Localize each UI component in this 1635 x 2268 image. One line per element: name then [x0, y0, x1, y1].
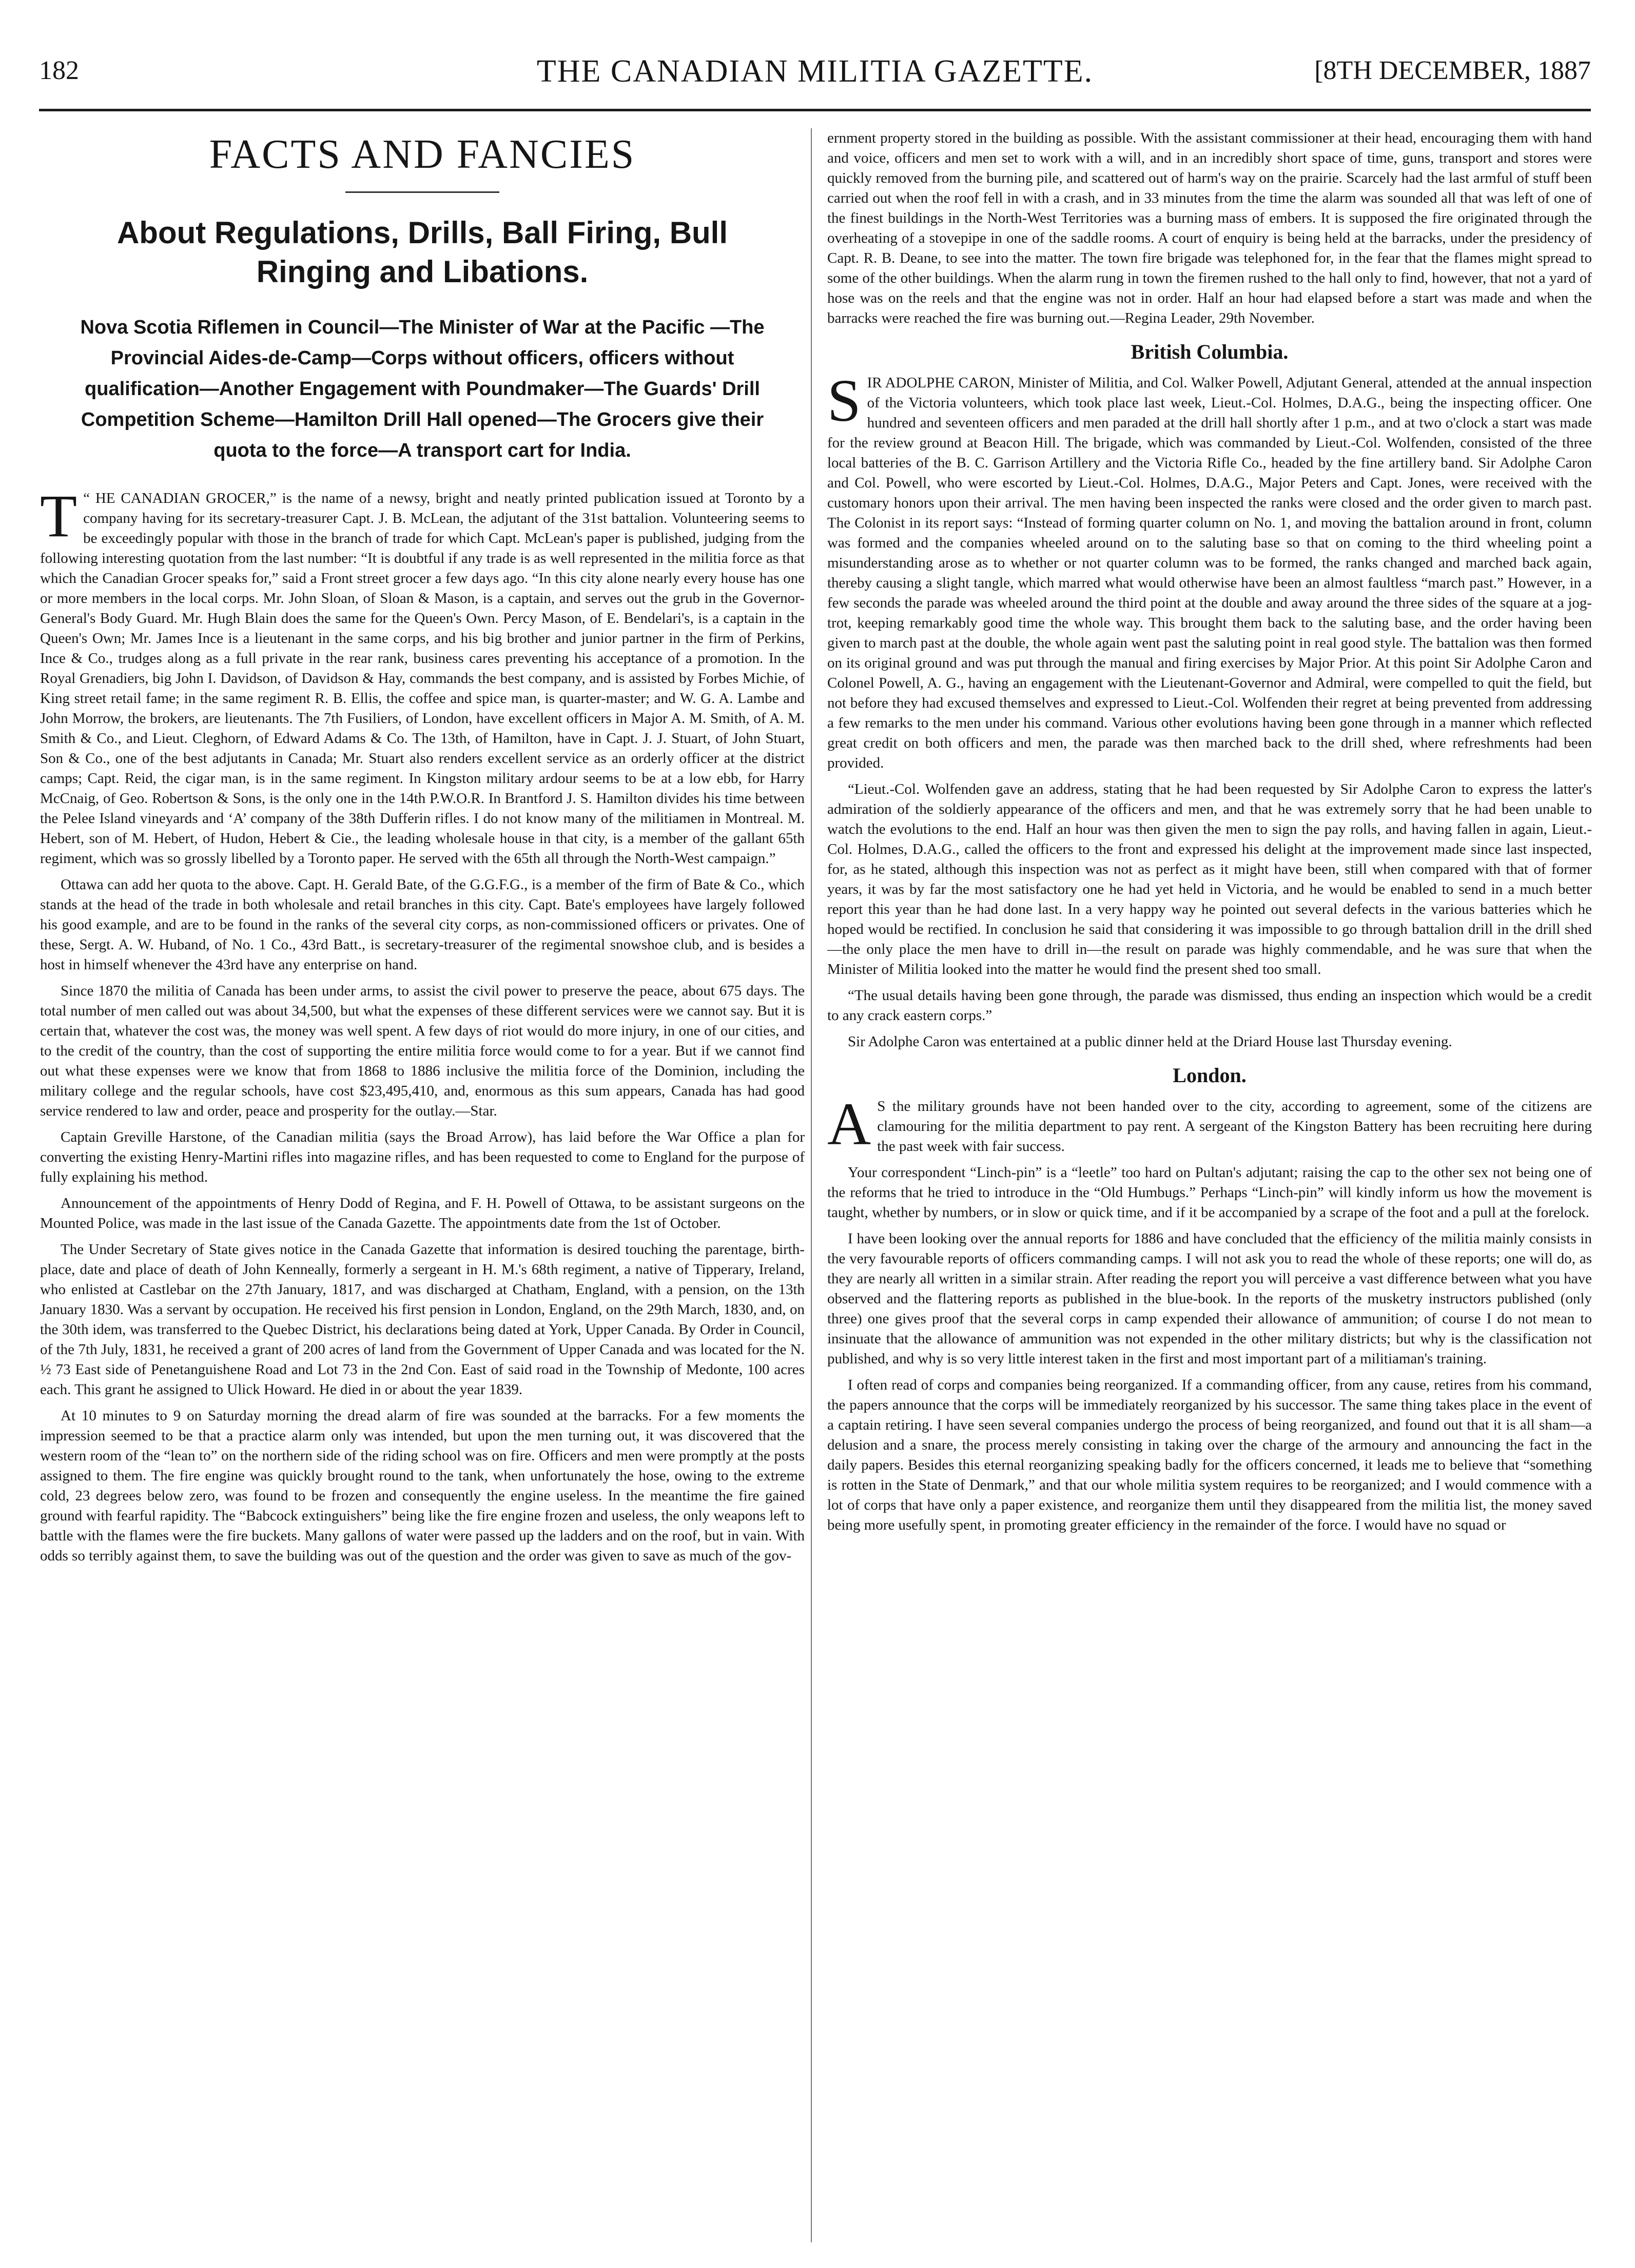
article-paragraph: Sir Adolphe Caron was entertained at a public dinner held at the Driard House last Thursday evening.	[848, 1033, 1452, 1050]
header-rule	[39, 109, 1591, 111]
drop-cap: T	[40, 482, 77, 550]
article-paragraph: At 10 minutes to 9 on Saturday morning the dread alarm of fire was sounded at the barracks. For a few moments the impression seemed to be that a practice alarm only was intended, but upon the men turning out, it was discovered that the western room of the “lean to” on the northern side of the riding school was on fire. Officers and men were promptly at the posts assigned to them. The fire engine was quickly brought round to the tank, when unfortunately the hose, owing to the extreme cold, 23 degrees below zero, was found to be frozen and consequently the engine useless. In the meantime the fire gained ground with fearful rapidity. The “Babcock extinguishers” being like the fire engine frozen and useless, the only weapons left to battle with the flames were the fire buckets. Many gallons of water were passed up the ladders and on the roof, but in vain. With odds so terribly against them, to save the building was out of the question and the order was given to save as much of the gov-	[40, 1407, 805, 1564]
journal-title: THE CANADIAN MILITIA GAZETTE.	[536, 54, 1094, 89]
paragraph-text: IR ADOLPHE CARON, Minister of Militia, and Col. Walker Powell, Adjutant General, attended at the annual inspection of the Victoria volunteers, which took place last week, Lieut.-Col. Holmes, D.A.G., being the inspecting officer. One hundred and seventeen officers and men paraded at the drill hall shortly after 1 p.m., and at two o'clock a start was made for the review ground at Beacon Hill. The brigade, which was commanded by Lieut.-Col. Wolfenden, consisted of the three local batteries of the B. C. Garrison Artillery and the Victoria Rifle Co., headed by the fine artillery band. Sir Adolphe Caron and Col. Powell, who were escorted by Lieut.-Col. Holmes, D.A.G., Major Peters and Capt. Jones, were received with the customary honors upon their arrival. The men having been inspected the ranks were closed and the order given to march past. The Colonist in its report says: “Instead of forming quarter column on No. 1, and moving the battalion around in front, column was formed and the companies wheeled around on to the saluting base so that on coming to the third wheeling point a misunderstanding arose as to whether or not quarter column was to be formed, the ranks changed and marched back again, thereby causing a slight tangle, which marred what would otherwise have been an almost faultless “march past.” However, in a few seconds the parade was wheeled around the third point at the double and away around the three sides of the square at a jog-trot, keeping remarkably good time the whole way. This brought them back to the saluting base, and the order having been given to march past at the double, the whole again went past the saluting point in real good style. The battalion was then formed on its original ground and was put through the manual and firing exercises by Major Prior. At this point Sir Adolphe Caron and Colonel Powell, A. G., having an engagement with the Lieutenant-Governor and Admiral, were compelled to quit the field, but not before they had excused themselves and expressed to Lieut.-Col. Wolfenden their regret at being prevented from addressing a few remarks to the men under his command. Various other evolutions having been gone through in a manner which reflected great credit on both officers and men, the parade was then marched back to the drill shed, where refreshments had been provided.	[827, 375, 1592, 771]
paragraph-text: “ HE CANADIAN GROCER,” is the name of a newsy, bright and neatly printed publication issued at Toronto by a company having for its secretary-treasurer Capt. J. B. McLean, the adjutant of the 31st battalion. Volunteering seems to be exceedingly popular with those in the branch of trade for which Capt. McLean's paper is published, judging from the following interesting quotation from the last number: “It is doubtful if any trade is as well represented in the militia force as that which the Canadian Grocer speaks for,” said a Front street grocer a few days ago. “In this city alone nearly every house has one or more members in the local corps. Mr. John Sloan, of Sloan & Mason, is a captain, and serves out the grub in the Governor-General's Body Guard. Mr. Hugh Blain does the same for the Queen's Own. Percy Mason, of E. Bendelari's, is a captain in the Queen's Own; Mr. James Ince is a lieutenant in the same corps, and his big brother and junior partner in the firm of Perkins, Ince & Co., trudges along as a full private in the rear rank, business cares preventing his acceptance of a promotion. In the Royal Grenadiers, big John I. Davidson, of Davidson & Hay, commands the best company, and is assisted by Forbes Michie, of King street retail fame; in the same regiment R. B. Ellis, the coffee and spice man, is quarter-master; and W. G. A. Lambe and John Morrow, the brokers, are lieutenants. The 7th Fusiliers, of London, have excellent officers in Major A. M. Smith, of A. M. Smith & Co., and Lieut. Cleghorn, of Edward Adams & Co. The 13th, of Hamilton, have in Capt. J. J. Stuart, of John Stuart, Son & Co., one of the best adjutants in Canada; Mr. Stuart also renders excellent service as an orderly officer at the district camps; Capt. Reid, the cigar man, is in the same regiment. In Kingston military ardour seems to be at a low ebb, for Harry McCnaig, of Geo. Robertson & Sons, is the only one in the 14th P.W.O.R. In Brantford J. S. Hamilton divides his time between the Pelee Island vineyards and ‘A’ company of the 38th Dufferin rifles. I do not know many of the militiamen in Montreal. M. Hebert, son of M. Hebert, of Hudon, Hebert & Cie., the leading wholesale house in that city, is a member of the gallant 65th regiment, which was so grossly libelled by a Toronto paper. He served with the 65th all through the North-West campaign.”	[40, 490, 805, 867]
article-paragraph: ernment property stored in the building as possible. With the assistant commissioner at their head, encouraging them with hand and voice, officers and men set to work with a will, and in an incredibly short space of time, guns, transport and stores were quickly removed from the burning pile, and scattered out of harm's way on the prairie. Scarcely had the last armful of stuff been carried out when the roof fell in with a crash, and in 33 minutes from the time the alarm was sounded all that was left of one of the finest buildings in the North-West Territories was a burning mass of embers. It is supposed the fire originated through the overheating of a stovepipe in one of the saddle rooms. A court of enquiry is being held at the barracks, under the presidency of Capt. R. B. Deane, to see into the matter. The town fire brigade was telephoned for, in the fear that the flames might spread to some of the other buildings. When the alarm rung in town the firemen rushed to the hall only to find, however, that not a yard of hose was on the reels and that the engine was not in order. Half an hour had elapsed before a start was made and when the barracks were reached the fire was burning out.—Regina Leader, 29th November.	[827, 130, 1592, 326]
paragraph-text: S the military grounds have not been handed over to the city, according to agreement, some of the citizens are clamouring for the militia department to pay rent. A sergeant of the Kingston Battery has been recruiting here during the past week with fair success.	[877, 1098, 1592, 1155]
drop-cap: A	[827, 1090, 871, 1158]
article-paragraph: Captain Greville Harstone, of the Canadian militia (says the Broad Arrow), has laid before the War Office a plan for converting the existing Henry-Martini rifles into magazine rifles, and has been requested to come to England for the purpose of fully explaining his method.	[40, 1129, 805, 1185]
left-column	[40, 128, 805, 2247]
section-heading-british-columbia: British Columbia.	[1131, 340, 1289, 363]
drop-cap: S	[827, 367, 861, 434]
article-paragraph: “Lieut.-Col. Wolfenden gave an address, stating that he had been requested by Sir Adolphe Caron to express the latter's admiration of the soldierly appearance of the officers and men, and that he was extremely sorry that he had been unable to watch the evolutions to the end. Half an hour was then given the men to sign the pay rolls, and having fallen in again, Lieut.-Col. Holmes, D.A.G., called the officers to the front and expressed his delight at the improvement made since last inspected, for, as he stated, although this inspection was not as perfect as it might have been, still when compared with that of former years, it was by far the most satisfactory one he had yet held in Victoria, and he would be enabled to send in a much better report this year than he had done last. In a very happy way he pointed out several defects in the various batteries which he hoped would be rectified. In conclusion he said that considering it was impossible to go through battalion drill in the drill shed—the only place the men have to drill in—the result on parade was highly commendable, and he was sure that when the Minister of Militia looked into the matter he would find the present shed too small.	[827, 781, 1592, 977]
article-paragraph	[827, 367, 1592, 773]
column-separator	[811, 128, 812, 2242]
page-number: 182	[39, 56, 79, 85]
article-paragraph: Announcement of the appointments of Henry Dodd of Regina, and F. H. Powell of Ottawa, to be assistant surgeons on the Mounted Police, was made in the last issue of the Canada Gazette. The appointments date from the 1st of October.	[40, 1195, 805, 1231]
article-paragraph: I have been looking over the annual reports for 1886 and have concluded that the efficiency of the militia mainly consists in the very favourable reports of officers commanding camps. I will not ask you to read the whole of these reports; one will do, as they are nearly all written in a similar strain. After reading the report you will perceive a vast difference between what you have observed and the flattering reports as published in the blue-book. In the reports of the musketry instructors published (only three) one gives proof that the several corps in camp expended their allowance of ammunition; of course I do not mean to insinuate that the allowance of ammunition was not expended in the other military districts; but why is the classification not published, and why is so very little interest taken in the first and most important part of a militiaman's training.	[827, 1230, 1592, 1367]
feature-subtitle: About Regulations, Drills, Ball Firing, Bull Ringing and Libations.	[116, 216, 728, 289]
feature-title: FACTS AND FANCIES	[209, 132, 636, 177]
right-column	[827, 128, 1592, 2247]
article-paragraph: Ottawa can add her quota to the above. Capt. H. Gerald Bate, of the G.G.F.G., is a member of the firm of Bate & Co., which stands at the head of the trade in both wholesale and retail branches in this city. Capt. Bate's employees have largely followed his good example, and are to be found in the ranks of the several city corps, as non-commissioned officers or privates. One of these, Sergt. A. W. Huband, of No. 1 Co., 43rd Batt., is secretary-treasurer of the regimental snowshoe club, and is besides a host in himself whenever the 43rd have any enterprise on hand.	[40, 876, 805, 973]
article-paragraph: “The usual details having been gone through, the parade was dismissed, thus ending an inspection which would be a credit to any crack eastern corps.”	[827, 987, 1592, 1024]
page-header	[39, 50, 1591, 95]
title-rule	[345, 191, 499, 193]
feature-summary: Nova Scotia Riflemen in Council—The Minister of War at the Pacific —The Provincial Aides-de-Camp—Corps without officers, officers without qualification—Another Engagement with Poundmaker—The Guards' Drill Competition Scheme—Hamilton Drill Hall opened—The Grocers give their quota to the force—A transport cart for India.	[80, 317, 765, 461]
issue-date: [8TH DECEMBER, 1887	[1314, 56, 1591, 85]
article-paragraph: Since 1870 the militia of Canada has been under arms, to assist the civil power to preserve the peace, about 675 days. The total number of men called out was about 34,500, but what the expenses of these different services were we cannot say. But it is certain that, whatever the cost was, the money was well spent. A few days of riot would do more injury, in one of our cities, and to the credit of the country, than the cost of supporting the entire militia force would come to for a year. But if we cannot find out what these expenses were we know that from 1868 to 1886 inclusive the militia force of the Dominion, including the military college and the regular schools, have cost $23,495,410, and, enormous as this sum appears, Canada has had good service rendered to law and order, peace and prosperity for the outlay.—Star.	[40, 983, 805, 1119]
section-heading-london: London.	[1173, 1064, 1247, 1087]
article-paragraph: I often read of corps and companies being reorganized. If a commanding officer, from any cause, retires from his command, the papers announce that the corps will be immediately reorganized by his successor. The same thing takes place in the event of a captain retiring. I have seen several companies undergo the process of being reorganized, and found out that it is all sham—a delusion and a snare, the process merely consisting in taking over the charge of the armoury and announcing the fact in the daily papers. Besides this eternal reorganizing speaking badly for the officers concerned, it leads me to believe that “something is rotten in the State of Denmark,” and that our whole militia system requires to be reorganized; and I would commence with a lot of corps that have only a paper existence, and reorganize them until they disappeared from the militia list, the money saved being more usefully spent, in promoting greater efficiency in the remainder of the force. I would have no squad or	[827, 1377, 1592, 1533]
article-paragraph: Your correspondent “Linch-pin” is a “leetle” too hard on Pultan's adjutant; raising the cap to the other sex not being one of the reforms that he tried to introduce in the “Old Humbugs.” Perhaps “Linch-pin” will kindly inform us how the movement is taught, whether by numbers, or in slow or quick time, and if it be accompanied by a scrape of the foot and a pull at the forelock.	[827, 1164, 1592, 1221]
article-paragraph	[40, 482, 805, 869]
article-paragraph: The Under Secretary of State gives notice in the Canada Gazette that information is desired touching the parentage, birth-place, date and place of death of John Kenneally, formerly a sergeant in H. M.'s 68th regiment, a native of Tipperary, Ireland, who enlisted at Castlebar on the 27th January, 1817, and was discharged at Chatham, England, with a pension, on the 13th January 1830. Was a servant by occupation. He received his first pension in London, England, on the 29th March, 1830, and, on the 30th idem, was transferred to the Quebec District, his declarations being dated at York, Upper Canada. By Order in Council, of the 7th July, 1831, he received a grant of 200 acres of land from the Government of Upper Canada and was located for the N. ½ 73 East side of Penetanguishene Road and Lot 73 in the 2nd Con. East of said road in the Township of Medonte, 100 acres each. This grant he assigned to Ulick Howard. He died in or about the year 1839.	[40, 1241, 805, 1398]
article-paragraph	[827, 1090, 1592, 1158]
